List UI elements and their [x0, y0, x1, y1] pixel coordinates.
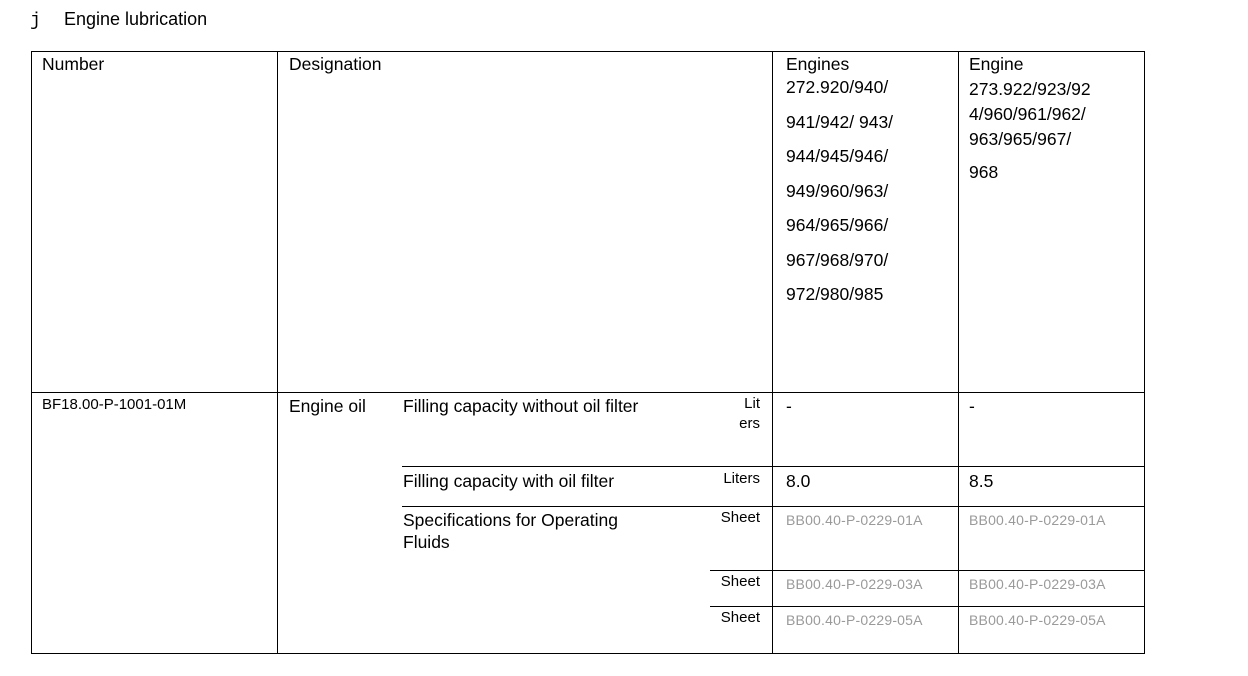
- header-separator: [31, 392, 1145, 393]
- header-engines-label: Engines: [786, 54, 850, 74]
- item-value-col2: -: [969, 396, 975, 416]
- engine-code-line: 4/960/961/962/: [969, 104, 1086, 124]
- item-unit: [712, 394, 760, 434]
- item-ref-col1: BB00.40-P-0229-03A: [786, 576, 923, 592]
- row-separator-4: [710, 606, 1145, 607]
- item-value-col1: 8.0: [786, 471, 811, 491]
- item-value-col1: -: [786, 396, 792, 416]
- engine-code-line: 967/968/970/: [786, 249, 889, 270]
- row-group: Engine oil: [289, 396, 366, 416]
- item-label: Filling capacity with oil filter: [403, 471, 615, 491]
- item-unit: Liters: [723, 470, 760, 487]
- section-marker: j: [30, 11, 41, 31]
- col-divider-designation: [772, 51, 773, 654]
- item-ref-col2: BB00.40-P-0229-03A: [969, 576, 1106, 592]
- header-designation: Designation: [289, 54, 382, 74]
- header-engine-label: Engine: [969, 54, 1024, 74]
- engine-code-line: 941/942/ 943/: [786, 111, 894, 132]
- section-heading: [30, 9, 208, 31]
- engine-code-line: 273.922/923/92: [969, 79, 1091, 99]
- table-border-top: [31, 51, 1145, 52]
- section-title: Engine lubrication: [64, 9, 208, 29]
- header-number: Number: [42, 54, 105, 74]
- engine-code-line: 944/945/946/: [786, 146, 889, 166]
- item-value-col2: 8.5: [969, 471, 994, 491]
- item-unit: Sheet: [720, 609, 760, 626]
- row-number: BF18.00-P-1001-01M: [42, 396, 187, 413]
- row-separator-3: [710, 570, 1145, 571]
- engine-code-line: 949/960/963/: [786, 180, 889, 201]
- item-label: Filling capacity without oil filter: [403, 396, 639, 416]
- col-divider-engines: [958, 51, 959, 654]
- engine-code-line: 272.920/940/: [786, 77, 889, 97]
- engine-code-line: 968: [969, 162, 999, 182]
- item-unit: Sheet: [720, 509, 760, 526]
- row-separator-2: [402, 506, 1145, 507]
- header-engine-list: [969, 77, 1091, 152]
- col-divider-number: [277, 51, 278, 654]
- label-line: Fluids: [403, 532, 450, 552]
- item-ref-col2: BB00.40-P-0229-01A: [969, 512, 1106, 528]
- unit-line: ers: [739, 415, 760, 432]
- item-label: [403, 509, 618, 553]
- engine-code-line: 964/965/966/: [786, 215, 889, 235]
- item-ref-col1: BB00.40-P-0229-05A: [786, 612, 923, 628]
- engine-code-line: 963/965/967/: [969, 129, 1072, 149]
- row-separator-1: [402, 466, 1145, 467]
- table-border-bottom: [31, 653, 1145, 654]
- item-ref-col2: BB00.40-P-0229-05A: [969, 612, 1106, 628]
- unit-line: Lit: [744, 395, 760, 412]
- item-unit: Sheet: [720, 573, 760, 590]
- table-border-right: [1144, 51, 1145, 654]
- engine-code-line: 972/980/985: [786, 284, 884, 304]
- table-border-left: [31, 51, 32, 654]
- item-ref-col1: BB00.40-P-0229-01A: [786, 512, 923, 528]
- header-engines-list: [786, 70, 893, 312]
- label-line: Specifications for Operating: [403, 510, 618, 530]
